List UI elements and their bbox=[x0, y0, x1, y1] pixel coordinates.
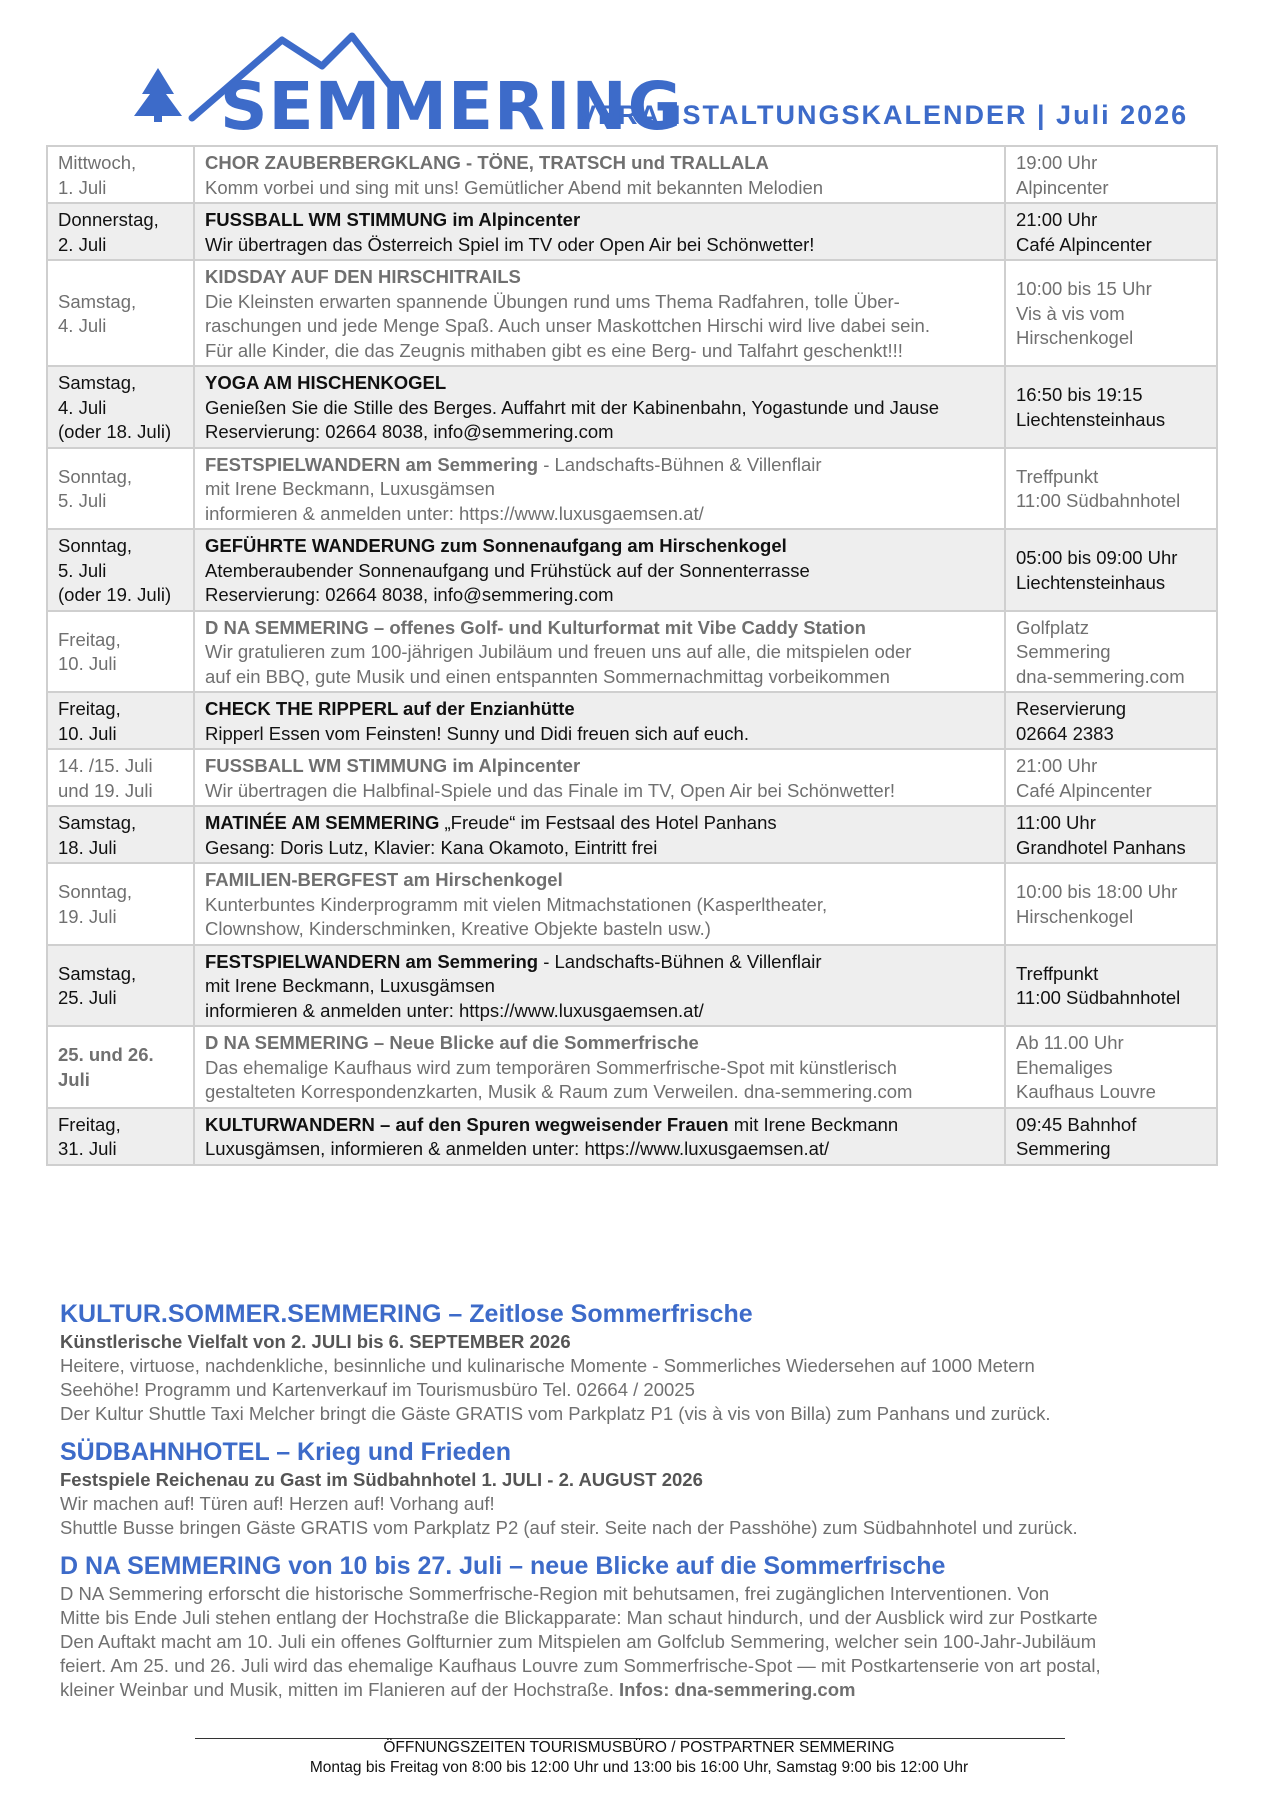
event-description-cell bbox=[194, 529, 1005, 611]
event-title bbox=[205, 697, 994, 722]
section-text-line bbox=[60, 1492, 1220, 1516]
event-detail-line: Reservierung: 02664 8038, info@semmering.com bbox=[205, 421, 614, 442]
event-title bbox=[205, 811, 994, 836]
event-date-line: 1. Juli bbox=[58, 176, 107, 198]
section-text-line bbox=[60, 1402, 1220, 1426]
event-date-line: 19. Juli bbox=[58, 905, 117, 927]
event-time-line: 02664 2383 bbox=[1016, 722, 1114, 744]
event-detail-line: mit Irene Beckmann, Luxusgämsen bbox=[205, 478, 495, 499]
event-detail-line: Für alle Kinder, die das Zeugnis mithaben gibt es eine Berg- und Talfahrt geschenkt!!! bbox=[205, 339, 903, 361]
event-date-line: 5. Juli bbox=[58, 559, 107, 581]
event-time-line: Liechtensteinhaus bbox=[1016, 571, 1166, 593]
info-section bbox=[60, 1436, 1220, 1540]
event-description-cell bbox=[194, 146, 1005, 203]
event-date-cell bbox=[47, 448, 194, 530]
event-date-line: 4. Juli bbox=[58, 315, 107, 336]
event-time-line: Hirschenkogel bbox=[1016, 905, 1134, 927]
event-date-line: Samstag, bbox=[58, 290, 137, 312]
event-time-line: Café Alpincenter bbox=[1016, 233, 1152, 255]
event-time-line: Hirschenkogel bbox=[1016, 327, 1134, 349]
section-text: Heitere, virtuose, nachdenkliche, besinnliche und kulinarische Momente - Sommerliches Wiedersehen auf 1000 Metern bbox=[60, 1355, 1035, 1376]
event-time-location-cell bbox=[1005, 692, 1217, 749]
event-title-text: D NA SEMMERING – offenes Golf- und Kulturformat mit Vibe Caddy Station bbox=[205, 616, 866, 638]
event-description-cell bbox=[194, 1108, 1005, 1165]
event-time-line: 11:00 Südbahnhotel bbox=[1016, 987, 1181, 1009]
event-time-line: Kaufhaus Louvre bbox=[1016, 1081, 1156, 1102]
event-title-text: KULTURWANDERN – auf den Spuren wegweisender Frauen bbox=[205, 1113, 729, 1135]
event-date-cell bbox=[47, 1108, 194, 1165]
event-time-location-cell bbox=[1005, 611, 1217, 693]
event-time-line: Ab 11.00 Uhr bbox=[1016, 1032, 1124, 1053]
section-heading: SÜDBAHNHOTEL – Krieg und Frieden bbox=[60, 1438, 511, 1466]
event-time-line: 19:00 Uhr bbox=[1016, 152, 1098, 173]
section-text: Shuttle Busse bringen Gäste GRATIS vom Parkplatz P2 (auf steir. Seite nach der Passhöhe) zum Südbahnhotel und zurück. bbox=[60, 1517, 1078, 1538]
event-title-text: MATINÉE AM SEMMERING bbox=[205, 812, 440, 833]
event-date-cell bbox=[47, 260, 194, 366]
table-row bbox=[47, 366, 1217, 448]
event-title bbox=[205, 534, 994, 559]
event-title bbox=[205, 265, 994, 290]
event-time-line: Semmering bbox=[1016, 641, 1111, 662]
event-date-line: 25. Juli bbox=[58, 987, 117, 1009]
event-title-text: CHECK THE RIPPERL auf der Enzianhütte bbox=[205, 698, 575, 719]
event-description-cell bbox=[194, 945, 1005, 1027]
event-title-text: D NA SEMMERING – Neue Blicke auf die Sommerfrische bbox=[205, 1032, 699, 1053]
event-date-line: Samstag, bbox=[58, 812, 137, 833]
table-row bbox=[47, 1108, 1217, 1165]
logo-wordmark: SEMMERING bbox=[220, 68, 683, 145]
table-row bbox=[47, 749, 1217, 806]
table-row bbox=[47, 806, 1217, 863]
info-section bbox=[60, 1298, 1220, 1426]
event-detail-line: informieren & anmelden unter: https://www.luxusgaemsen.at/ bbox=[205, 999, 704, 1021]
event-time-line: Semmering bbox=[1016, 1138, 1111, 1159]
event-time-line: 11:00 Südbahnhotel bbox=[1016, 490, 1181, 512]
event-time-location-cell bbox=[1005, 260, 1217, 366]
section-subheading: Festspiele Reichenau zu Gast im Südbahnhotel 1. JULI - 2. AUGUST 2026 bbox=[60, 1469, 703, 1490]
event-time-line: 10:00 bis 15 Uhr bbox=[1016, 278, 1152, 300]
event-time-location-cell bbox=[1005, 945, 1217, 1027]
event-description-cell bbox=[194, 806, 1005, 863]
event-title-text: FUSSBALL WM STIMMUNG im Alpincenter bbox=[205, 209, 581, 230]
event-date-line: (oder 19. Juli) bbox=[58, 584, 172, 605]
event-time-line: Ehemaliges bbox=[1016, 1056, 1113, 1078]
event-title bbox=[205, 371, 994, 396]
event-date-line: 10. Juli bbox=[58, 653, 117, 675]
event-time-line: Grandhotel Panhans bbox=[1016, 836, 1186, 858]
event-time-location-cell bbox=[1005, 203, 1217, 260]
event-title bbox=[205, 453, 994, 478]
event-detail-line: Wir übertragen das Österreich Spiel im TV oder Open Air bei Schönwetter! bbox=[205, 233, 815, 255]
event-date-line: 31. Juli bbox=[58, 1138, 117, 1159]
event-description-cell bbox=[194, 611, 1005, 693]
event-date-line: (oder 18. Juli) bbox=[58, 421, 172, 442]
table-row bbox=[47, 203, 1217, 260]
event-time-line: 21:00 Uhr bbox=[1016, 755, 1098, 776]
section-text-line bbox=[60, 1654, 1220, 1678]
event-date-line: Freitag, bbox=[58, 628, 121, 650]
event-detail-line: Atemberaubender Sonnenaufgang und Frühstück auf der Sonnenterrasse bbox=[205, 559, 810, 581]
event-detail-line: Das ehemalige Kaufhaus wird zum temporären Sommerfrische-Spot mit künstlerisch bbox=[205, 1056, 897, 1078]
event-detail-line: Komm vorbei und sing mit uns! Gemütlicher Abend mit bekannten Melodien bbox=[205, 176, 824, 198]
event-description-cell bbox=[194, 203, 1005, 260]
event-time-line: 05:00 bis 09:00 Uhr bbox=[1016, 547, 1178, 569]
event-time-location-cell bbox=[1005, 863, 1217, 945]
event-detail-line: Die Kleinsten erwarten spannende Übungen rund ums Thema Radfahren, tolle Über- bbox=[205, 290, 900, 312]
event-table bbox=[46, 145, 1218, 1166]
section-text-line bbox=[60, 1516, 1220, 1540]
event-title bbox=[205, 616, 994, 641]
info-sections bbox=[60, 1298, 1220, 1712]
event-time-line: 11:00 Uhr bbox=[1016, 812, 1096, 833]
info-section bbox=[60, 1550, 1220, 1702]
event-detail-line: Kunterbuntes Kinderprogramm mit vielen Mitmachstationen (Kasperltheater, bbox=[205, 893, 828, 915]
page-header bbox=[0, 0, 1278, 145]
event-detail-line: auf ein BBQ, gute Musik und einen entspannten Sommernachmittag vorbeikommen bbox=[205, 665, 890, 687]
event-time-line: Reservierung bbox=[1016, 698, 1127, 719]
event-title-text: FUSSBALL WM STIMMUNG im Alpincenter bbox=[205, 755, 581, 776]
event-description-cell bbox=[194, 366, 1005, 448]
event-date-line: Mittwoch, bbox=[58, 152, 137, 173]
event-description-cell bbox=[194, 692, 1005, 749]
table-row bbox=[47, 945, 1217, 1027]
event-time-line: dna-semmering.com bbox=[1016, 665, 1185, 687]
event-date-line: 2. Juli bbox=[58, 233, 107, 255]
event-time-line: 10:00 bis 18:00 Uhr bbox=[1016, 881, 1178, 903]
event-date-line: Freitag, bbox=[58, 698, 121, 719]
calendar-title: VERANSTALTUNGSKALENDER | Juli 2026 bbox=[578, 100, 1189, 130]
event-title bbox=[205, 868, 994, 893]
event-title-suffix: - Landschafts-Bühnen & Villenflair bbox=[538, 453, 822, 475]
event-time-location-cell bbox=[1005, 1108, 1217, 1165]
event-time-location-cell bbox=[1005, 749, 1217, 806]
event-title bbox=[205, 1031, 994, 1056]
event-date-line: 18. Juli bbox=[58, 836, 117, 858]
event-time-line: 09:45 Bahnhof bbox=[1016, 1113, 1137, 1135]
event-date-line: 25. und 26. bbox=[58, 1044, 154, 1066]
event-time-location-cell bbox=[1005, 529, 1217, 611]
event-detail-line: Genießen Sie die Stille des Berges. Auffahrt mit der Kabinenbahn, Yogastunde und Jause bbox=[205, 396, 940, 418]
event-date-cell bbox=[47, 749, 194, 806]
event-detail-line: raschungen und jede Menge Spaß. Auch unser Maskottchen Hirschi wird live dabei sein. bbox=[205, 315, 930, 336]
event-title bbox=[205, 151, 994, 176]
section-text: kleiner Weinbar und Musik, mitten im Flanieren auf der Hochstraße. bbox=[60, 1679, 614, 1700]
event-detail-line: Clownshow, Kinderschminken, Kreative Objekte basteln usw.) bbox=[205, 918, 711, 939]
event-description-cell bbox=[194, 448, 1005, 530]
event-date-line: Sonntag, bbox=[58, 535, 133, 556]
event-description-cell bbox=[194, 863, 1005, 945]
event-detail-line: Gesang: Doris Lutz, Klavier: Kana Okamoto, Eintritt frei bbox=[205, 836, 658, 858]
event-detail-line: Luxusgämsen, informieren & anmelden unter: https://www.luxusgaemsen.at/ bbox=[205, 1138, 830, 1159]
event-time-line: Treffpunkt bbox=[1016, 962, 1099, 984]
event-title bbox=[205, 754, 994, 779]
event-date-cell bbox=[47, 146, 194, 203]
event-description-cell bbox=[194, 260, 1005, 366]
section-text: D NA Semmering erforscht die historische Sommerfrische-Region mit behutsamen, frei zugänglichen Interventionen. Von bbox=[60, 1583, 1050, 1604]
event-date-cell bbox=[47, 945, 194, 1027]
event-date-cell bbox=[47, 366, 194, 448]
event-date-line: Sonntag, bbox=[58, 881, 133, 903]
section-subheading: Künstlerische Vielfalt von 2. JULI bis 6. SEPTEMBER 2026 bbox=[60, 1331, 571, 1352]
event-detail-line: gestalteten Korrespondenzkarten, Musik & Raum zum Verweilen. dna-semmering.com bbox=[205, 1081, 913, 1102]
event-title bbox=[205, 1113, 994, 1138]
event-date-line: Freitag, bbox=[58, 1113, 121, 1135]
event-date-cell bbox=[47, 611, 194, 693]
event-title-suffix: „Freude“ im Festsaal des Hotel Panhans bbox=[439, 812, 777, 833]
event-date-line: und 19. Juli bbox=[58, 779, 153, 801]
footer-hours: Montag bis Freitag von 8:00 bis 12:00 Uhr und 13:00 bis 16:00 Uhr, Samstag 9:00 bis 12:00 Uhr bbox=[309, 1759, 969, 1776]
event-detail-line: Wir gratulieren zum 100-jährigen Jubiläum und freuen uns auf alle, die mitspielen oder bbox=[205, 641, 912, 662]
event-date-cell bbox=[47, 806, 194, 863]
section-text: Den Auftakt macht am 10. Juli ein offenes Golfturnier zum Mitspielen am Golfclub Semmering, welcher sein 100-Jahr-Jubiläum bbox=[60, 1631, 1097, 1652]
event-title-text: FESTSPIELWANDERN am Semmering bbox=[205, 453, 539, 475]
event-date-line: 14. /15. Juli bbox=[58, 755, 153, 776]
event-title-text: CHOR ZAUBERBERGKLANG - TÖNE, TRATSCH und TRALLALA bbox=[205, 152, 769, 173]
event-title-text: YOGA AM HISCHENKOGEL bbox=[205, 372, 447, 393]
event-time-line: 21:00 Uhr bbox=[1016, 209, 1098, 230]
section-heading: D NA SEMMERING von 10 bis 27. Juli – neue Blicke auf die Sommerfrische bbox=[60, 1552, 946, 1580]
table-row bbox=[47, 146, 1217, 203]
table-row bbox=[47, 1026, 1217, 1108]
footer-title: ÖFFNUNGSZEITEN TOURISMUSBÜRO / POSTPARTNER SEMMERING bbox=[383, 1739, 895, 1756]
section-text-line bbox=[60, 1606, 1220, 1630]
section-text-line bbox=[60, 1378, 1220, 1402]
event-date-line: Samstag, bbox=[58, 372, 137, 393]
section-text-line bbox=[60, 1630, 1220, 1654]
section-text: Wir machen auf! Türen auf! Herzen auf! Vorhang auf! bbox=[60, 1493, 495, 1514]
event-date-line: Juli bbox=[58, 1068, 90, 1090]
section-text: Seehöhe! Programm und Kartenverkauf im Tourismusbüro Tel. 02664 / 20025 bbox=[60, 1379, 695, 1400]
event-title-suffix: mit Irene Beckmann bbox=[728, 1113, 899, 1135]
event-time-line: Liechtensteinhaus bbox=[1016, 408, 1166, 430]
event-description-cell bbox=[194, 1026, 1005, 1108]
event-detail-line: Ripperl Essen vom Feinsten! Sunny und Didi freuen sich auf euch. bbox=[205, 722, 749, 744]
event-detail-line: informieren & anmelden unter: https://www.luxusgaemsen.at/ bbox=[205, 502, 704, 524]
event-date-line: Sonntag, bbox=[58, 465, 133, 487]
event-date-cell bbox=[47, 529, 194, 611]
section-text: Der Kultur Shuttle Taxi Melcher bringt die Gäste GRATIS vom Parkplatz P1 (vis à vis von Billa) zum Panhans und zurück. bbox=[60, 1403, 1051, 1424]
event-detail-line: Wir übertragen die Halbfinal-Spiele und das Finale im TV, Open Air bei Schönwetter! bbox=[205, 779, 896, 801]
event-time-location-cell bbox=[1005, 146, 1217, 203]
event-title-text: GEFÜHRTE WANDERUNG zum Sonnenaufgang am Hirschenkogel bbox=[205, 535, 787, 556]
event-time-location-cell bbox=[1005, 448, 1217, 530]
event-detail-line: mit Irene Beckmann, Luxusgämsen bbox=[205, 975, 495, 996]
section-text-line bbox=[60, 1678, 1220, 1702]
table-row bbox=[47, 260, 1217, 366]
event-description-cell bbox=[194, 749, 1005, 806]
event-time-line: Golfplatz bbox=[1016, 616, 1090, 638]
table-row bbox=[47, 692, 1217, 749]
event-title bbox=[205, 208, 994, 233]
table-row bbox=[47, 611, 1217, 693]
section-text: feiert. Am 25. und 26. Juli wird das ehemalige Kaufhaus Louvre zum Sommerfrische-Spot — mit Postkartenserie von art postal, bbox=[60, 1655, 1101, 1676]
table-row bbox=[47, 448, 1217, 530]
event-title bbox=[205, 950, 994, 975]
footer bbox=[0, 1738, 1278, 1778]
table-row bbox=[47, 863, 1217, 945]
event-date-line: 4. Juli bbox=[58, 396, 107, 418]
event-time-line: Café Alpincenter bbox=[1016, 779, 1152, 801]
event-time-line: Alpincenter bbox=[1016, 176, 1109, 198]
section-info-link: Infos: dna-semmering.com bbox=[619, 1679, 856, 1700]
event-date-line: Samstag, bbox=[58, 962, 137, 984]
event-time-line: Treffpunkt bbox=[1016, 465, 1099, 487]
section-text: Mitte bis Ende Juli stehen entlang der Hochstraße die Blickapparate: Man schaut hindurch, und der Ausblick wird zur Postkarte bbox=[60, 1607, 1098, 1628]
event-title-text: KIDSDAY AUF DEN HIRSCHITRAILS bbox=[205, 266, 521, 287]
event-detail-line: Reservierung: 02664 8038, info@semmering.com bbox=[205, 584, 614, 605]
event-title-text: FESTSPIELWANDERN am Semmering bbox=[205, 950, 539, 972]
section-text-line bbox=[60, 1354, 1220, 1378]
event-time-location-cell bbox=[1005, 1026, 1217, 1108]
event-date-cell bbox=[47, 203, 194, 260]
event-date-cell bbox=[47, 1026, 194, 1108]
event-date-line: Donnerstag, bbox=[58, 209, 159, 230]
table-row bbox=[47, 529, 1217, 611]
event-date-cell bbox=[47, 863, 194, 945]
section-text-line bbox=[60, 1582, 1220, 1606]
section-heading: KULTUR.SOMMER.SEMMERING – Zeitlose Sommerfrische bbox=[60, 1300, 753, 1328]
event-date-line: 10. Juli bbox=[58, 722, 117, 744]
event-title-suffix: - Landschafts-Bühnen & Villenflair bbox=[538, 950, 822, 972]
event-date-line: 5. Juli bbox=[58, 490, 107, 512]
event-date-cell bbox=[47, 692, 194, 749]
event-time-line: 16:50 bis 19:15 bbox=[1016, 384, 1143, 406]
event-time-location-cell bbox=[1005, 366, 1217, 448]
event-title-text: FAMILIEN-BERGFEST am Hirschenkogel bbox=[205, 869, 563, 890]
event-time-location-cell bbox=[1005, 806, 1217, 863]
event-time-line: Vis à vis vom bbox=[1016, 302, 1125, 324]
